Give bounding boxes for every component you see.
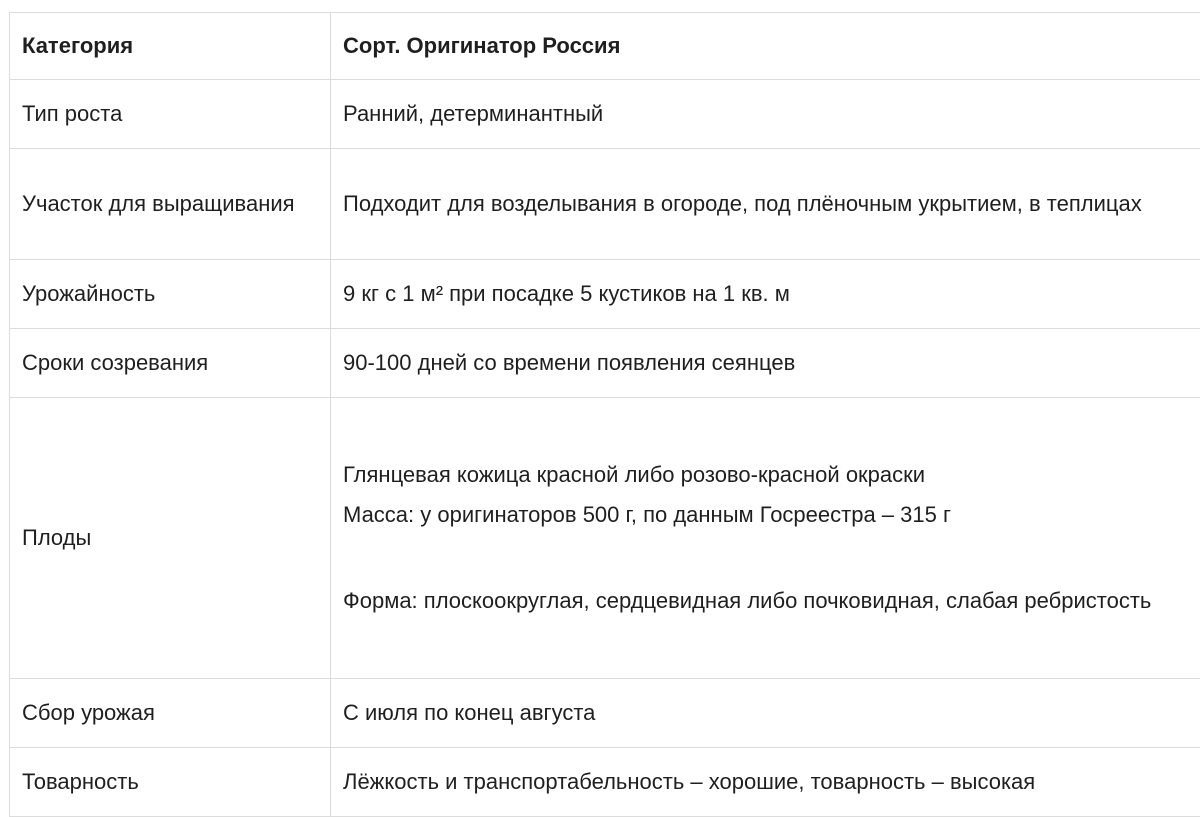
fruit-skin-line: Глянцевая кожица красной либо розово-красной окраски [343, 462, 926, 487]
row-category: Тип роста [10, 80, 331, 149]
row-value: Лёжкость и транспортабельность – хорошие, товарность – высокая [331, 748, 1200, 817]
row-category: Сбор урожая [10, 679, 331, 748]
row-category: Товарность [10, 748, 331, 817]
fruit-shape-line: Форма: плоскоокруглая, сердцевидная либо почковидная, слабая ребристость [343, 588, 1152, 613]
table-row [10, 260, 1200, 329]
table-row [10, 398, 1200, 679]
row-value: Подходит для возделывания в огороде, под плёночным укрытием, в теплицах [331, 149, 1200, 260]
row-category: Плоды [10, 398, 331, 679]
table-row [10, 149, 1200, 260]
row-category: Участок для выращивания [10, 149, 331, 260]
row-value: С июля по конец августа [331, 679, 1200, 748]
row-value: 90-100 дней со времени появления сеянцев [331, 329, 1200, 398]
table-row [10, 80, 1200, 149]
row-value-multiline [331, 398, 1200, 679]
row-category: Урожайность [10, 260, 331, 329]
fruit-mass-line: Масса: у оригинаторов 500 г, по данным Госреестра – 315 г [343, 502, 951, 527]
variety-spec-table [9, 12, 1200, 817]
header-variety: Сорт. Оригинатор Россия [331, 13, 1200, 80]
table-row [10, 329, 1200, 398]
variety-spec-sheet [9, 12, 1194, 817]
row-category: Сроки созревания [10, 329, 331, 398]
table-row [10, 679, 1200, 748]
header-category: Категория [10, 13, 331, 80]
row-value: 9 кг с 1 м² при посадке 5 кустиков на 1 кв. м [331, 260, 1200, 329]
paragraph-gap [343, 535, 1200, 581]
table-row [10, 748, 1200, 817]
table-header-row [10, 13, 1200, 80]
row-value: Ранний, детерминантный [331, 80, 1200, 149]
